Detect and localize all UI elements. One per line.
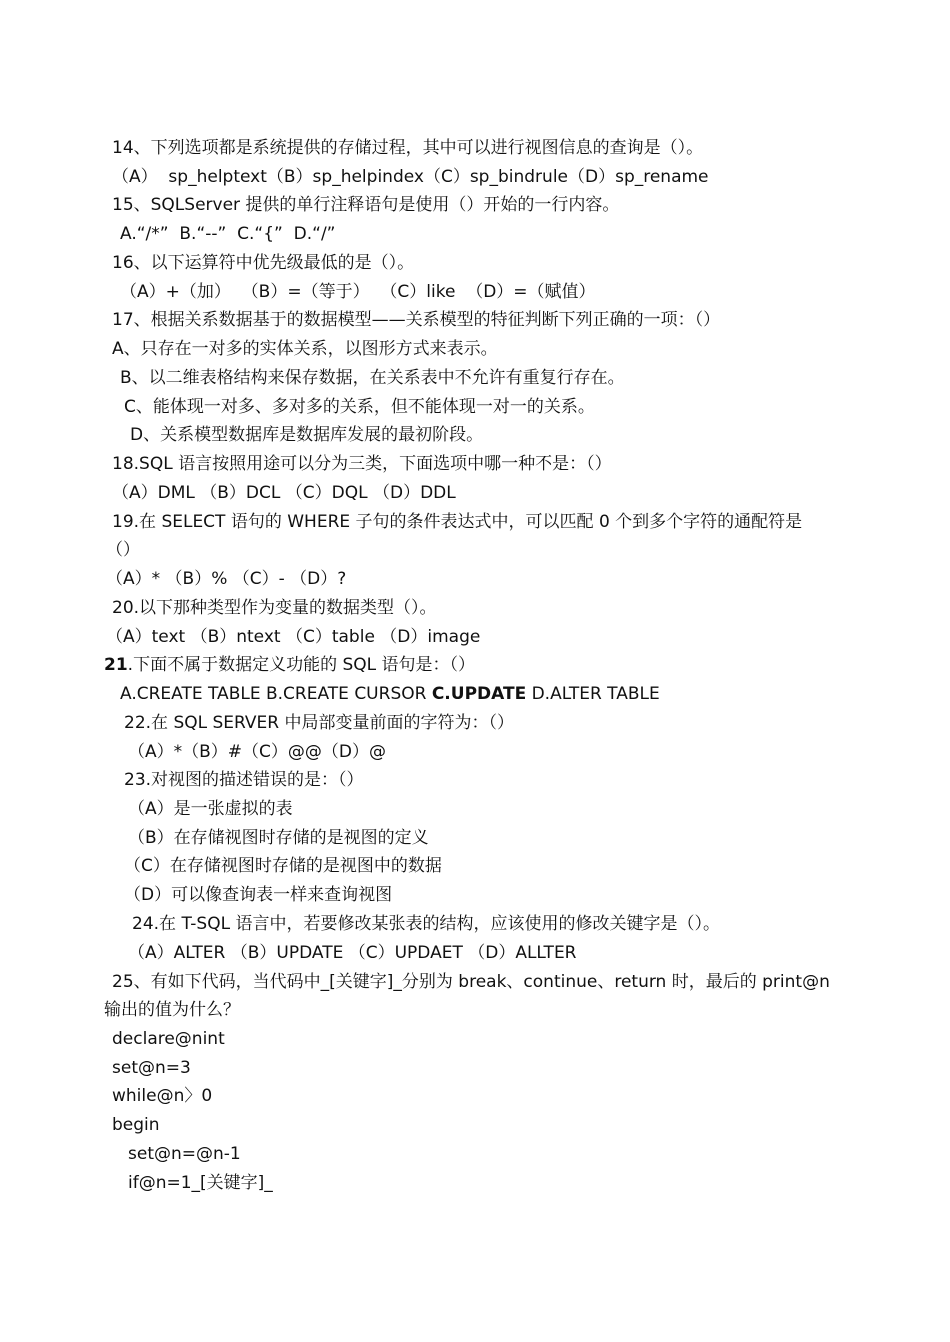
- question-19-blank: （）: [106, 540, 140, 560]
- code-line: while@n〉0: [112, 1086, 213, 1106]
- question-16: 16、以下运算符中优先级最低的是（）。: [112, 253, 415, 273]
- question-14: 14、下列选项都是系统提供的存储过程，其中可以进行视图信息的查询是（）。: [112, 138, 704, 158]
- question-17-option-c: C、能体现一对多、多对多的关系，但不能体现一对一的关系。: [124, 397, 595, 417]
- question-19-options: （A）* （B）% （C）- （D）?: [106, 569, 347, 589]
- question-17-option-d: D、关系模型数据库是数据库发展的最初阶段。: [130, 425, 484, 445]
- question-21-number: 21: [104, 655, 128, 675]
- question-21-options: [120, 683, 660, 705]
- question-23-option-d: （D）可以像查询表一样来查询视图: [124, 885, 393, 905]
- question-21: [104, 654, 475, 676]
- question-17: 17、根据关系数据基于的数据模型——关系模型的特征判断下列正确的一项：（）: [112, 310, 721, 330]
- code-line: set@n=@n-1: [128, 1144, 241, 1164]
- question-14-options: （A） sp_helptext（B）sp_helpindex（C）sp_bindrule（D）sp_rename: [112, 167, 709, 187]
- question-17-option-b: B、以二维表格结构来保存数据，在关系表中不允许有重复行存在。: [120, 368, 625, 388]
- question-21-option-c: C.UPDATE: [431, 684, 527, 704]
- question-23-option-c: （C）在存储视图时存储的是视图中的数据: [124, 856, 442, 876]
- question-17-option-a: A、只存在一对多的实体关系，以图形方式来表示。: [112, 339, 498, 359]
- question-18-options: （A）DML （B）DCL （C）DQL （D）DDL: [112, 483, 456, 503]
- question-20: 20.以下那种类型作为变量的数据类型（）。: [112, 598, 437, 618]
- question-23-option-a: （A）是一张虚拟的表: [128, 799, 293, 819]
- question-25-continued: 输出的值为什么？: [104, 1000, 240, 1020]
- question-20-options: （A）text （B）ntext （C）table （D）image: [106, 627, 481, 647]
- code-line: if@n=1_[关键字]_: [128, 1173, 273, 1193]
- question-16-options: （A）+（加） （B）=（等于） （C）like （D）=（赋值）: [120, 282, 596, 302]
- question-21-text: .下面不属于数据定义功能的 SQL 语句是：（）: [127, 655, 476, 675]
- question-24: 24.在 T-SQL 语言中，若要修改某张表的结构，应该使用的修改关键字是（）。: [132, 914, 720, 934]
- question-24-options: （A）ALTER （B）UPDATE （C）UPDAET （D）ALLTER: [128, 943, 577, 963]
- question-22: 22.在 SQL SERVER 中局部变量前面的字符为：（）: [124, 713, 514, 733]
- question-21-option-a: A.CREATE TABLE: [120, 684, 266, 704]
- question-22-options: （A）*（B）#（C）@@（D）@: [128, 742, 386, 762]
- question-21-option-b: B.CREATE CURSOR: [265, 684, 432, 704]
- code-line: set@n=3: [112, 1058, 191, 1078]
- code-line: begin: [112, 1115, 160, 1135]
- question-15-options: A.“/*” B.“--” C.“{” D.“/”: [120, 224, 336, 244]
- question-25: 25、有如下代码，当代码中_[关键字]_分别为 break、continue、return 时，最后的 print@n: [112, 972, 830, 992]
- question-18: 18.SQL 语言按照用途可以分为三类，下面选项中哪一种不是：（）: [112, 454, 612, 474]
- question-21-option-d: D.ALTER TABLE: [526, 684, 660, 704]
- question-23-option-b: （B）在存储视图时存储的是视图的定义: [128, 828, 429, 848]
- code-line: declare@nint: [112, 1029, 225, 1049]
- question-15: 15、SQLServer 提供的单行注释语句是使用（）开始的一行内容。: [112, 195, 620, 215]
- question-23: 23.对视图的描述错误的是：（）: [124, 770, 364, 790]
- question-19: 19.在 SELECT 语句的 WHERE 子句的条件表达式中，可以匹配 0 个到多个字符的通配符是: [112, 512, 803, 532]
